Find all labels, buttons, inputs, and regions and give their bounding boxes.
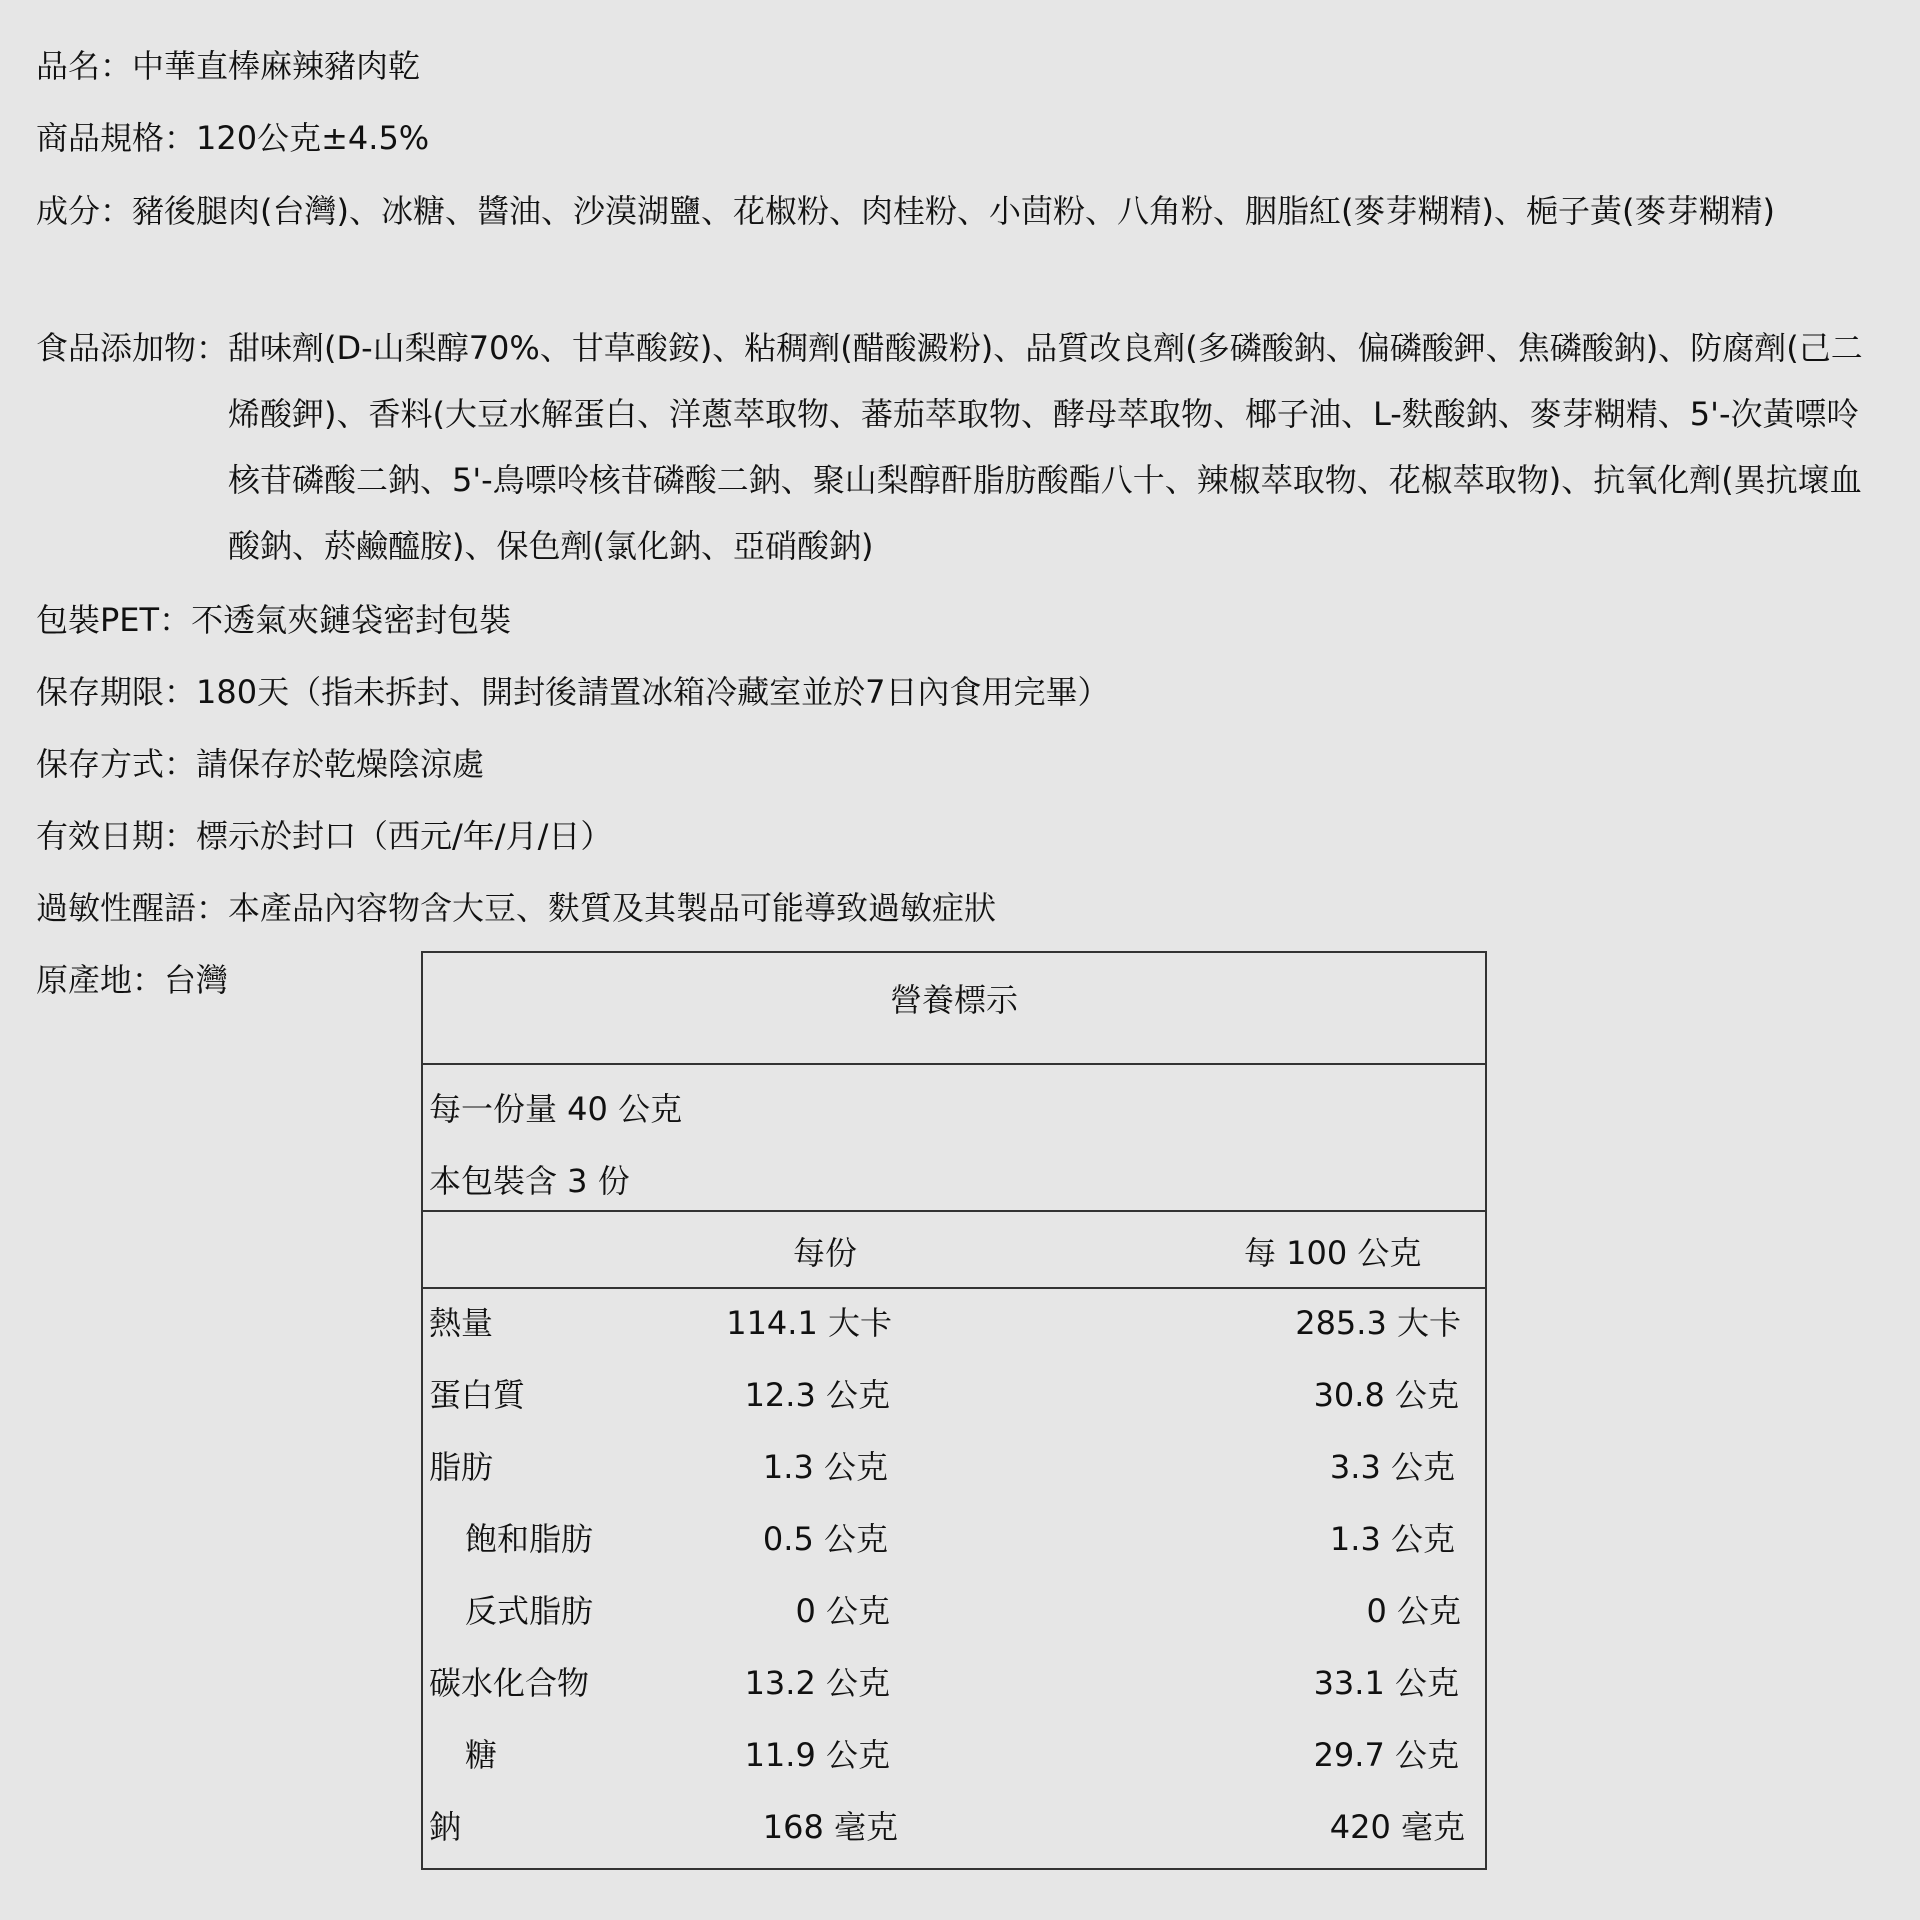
per-100g-value: 33.1 公克 (1313, 1664, 1459, 1702)
per-100g-value: 1.3 公克 (1329, 1520, 1455, 1558)
ingredients-line (36, 178, 1884, 244)
shelf-life-label: 保存期限： (36, 673, 197, 711)
additives-label: 食品添加物： (36, 329, 229, 367)
expiry-label: 有效日期： (36, 817, 197, 855)
storage-label: 保存方式： (36, 745, 197, 783)
allergy-line (36, 888, 1884, 928)
nutrient-name: 碳水化合物 (429, 1664, 590, 1702)
product-name-value: 中華直棒麻辣豬肉乾 (132, 47, 421, 85)
nutrition-header (423, 1210, 1485, 1289)
nutrient-row (423, 1359, 1485, 1431)
nutrient-name: 糖 (465, 1736, 498, 1774)
packaging-line (36, 600, 1884, 640)
per-100g-value: 285.3 大卡 (1295, 1304, 1461, 1342)
per-100g-value: 29.7 公克 (1313, 1736, 1459, 1774)
col-per-serving: 每份 (793, 1234, 858, 1272)
servings-per-pack: 本包裝含 3 份 (429, 1162, 630, 1200)
nutrient-name: 鈉 (429, 1808, 462, 1846)
storage-value: 請保存於乾燥陰涼處 (196, 745, 485, 783)
per-serving-value: 12.3 公克 (744, 1376, 890, 1414)
expiry-line (36, 816, 1884, 856)
spec-value: 120公克±4.5% (196, 119, 430, 157)
storage-line (36, 744, 1884, 784)
nutrient-row (423, 1719, 1485, 1791)
expiry-value: 標示於封口（西元/年/月/日） (196, 817, 613, 855)
nutrient-row (423, 1791, 1485, 1863)
origin-line (36, 960, 228, 1000)
additives-value: 甜味劑(D-山梨醇70%、甘草酸銨)、粘稠劑(醋酸澱粉)、品質改良劑(多磷酸鈉、偏磷酸鉀、焦磷酸鈉)、防腐劑(己二烯酸鉀)、香料(大豆水解蛋白、洋蔥萃取物、蕃茄萃取物、酵母萃取物、椰子油、L-麩酸鈉、麥芽糊精、5'-次黃嘌呤核苷磷酸二鈉、5'-鳥嘌呤核苷磷酸二鈉、聚山梨醇酐脂肪酸酯八十、辣椒萃取物、花椒萃取物)、抗氧化劑(異抗壞血酸鈉、菸鹼醯胺)、保色劑(氯化鈉、亞硝酸鈉) (228, 329, 1863, 565)
nutrient-row (423, 1431, 1485, 1503)
nutrient-row (423, 1575, 1485, 1647)
shelf-life-value: 180天（指未拆封、開封後請置冰箱冷藏室並於7日內食用完畢） (196, 673, 1110, 711)
per-serving-value: 1.3 公克 (762, 1448, 888, 1486)
per-100g-value: 0 公克 (1366, 1592, 1461, 1630)
product-name-line (36, 46, 1884, 86)
per-100g-value: 420 毫克 (1329, 1808, 1465, 1846)
ingredients-label: 成分： (36, 192, 133, 230)
origin-value: 台灣 (164, 961, 229, 999)
per-serving-value: 11.9 公克 (744, 1736, 890, 1774)
additives-line (36, 315, 1890, 579)
per-serving-value: 0.5 公克 (762, 1520, 888, 1558)
origin-label: 原產地： (36, 961, 165, 999)
serving-size: 每一份量 40 公克 (429, 1090, 683, 1128)
nutrient-row (423, 1503, 1485, 1575)
nutrient-row (423, 1647, 1485, 1719)
allergy-label: 過敏性醒語： (36, 889, 229, 927)
spec-line (36, 118, 1884, 158)
nutrient-name: 熱量 (429, 1304, 494, 1342)
per-serving-value: 168 毫克 (762, 1808, 898, 1846)
serving-info (423, 1063, 1485, 1212)
shelf-life-line (36, 672, 1884, 712)
per-100g-value: 3.3 公克 (1329, 1448, 1455, 1486)
packaging-label: 包裝PET： (36, 601, 192, 639)
packaging-value: 不透氣夾鏈袋密封包裝 (191, 601, 512, 639)
per-serving-value: 114.1 大卡 (726, 1304, 892, 1342)
col-per-100g: 每 100 公克 (1244, 1234, 1422, 1272)
nutrition-title: 營養標示 (423, 953, 1485, 1065)
nutrient-name: 飽和脂肪 (465, 1520, 594, 1558)
nutrition-table (421, 951, 1487, 1870)
product-name-label: 品名： (36, 47, 133, 85)
nutrient-name: 蛋白質 (429, 1376, 526, 1414)
per-100g-value: 30.8 公克 (1313, 1376, 1459, 1414)
ingredients-value: 豬後腿肉(台灣)、冰糖、醬油、沙漠湖鹽、花椒粉、肉桂粉、小茴粉、八角粉、胭脂紅(麥芽糊精)、梔子黃(麥芽糊精) (132, 192, 1775, 230)
nutrient-row (423, 1287, 1485, 1359)
spec-label: 商品規格： (36, 119, 197, 157)
per-serving-value: 13.2 公克 (744, 1664, 890, 1702)
nutrient-name: 反式脂肪 (465, 1592, 594, 1630)
per-serving-value: 0 公克 (795, 1592, 890, 1630)
nutrient-name: 脂肪 (429, 1448, 494, 1486)
allergy-value: 本產品內容物含大豆、麩質及其製品可能導致過敏症狀 (228, 889, 997, 927)
